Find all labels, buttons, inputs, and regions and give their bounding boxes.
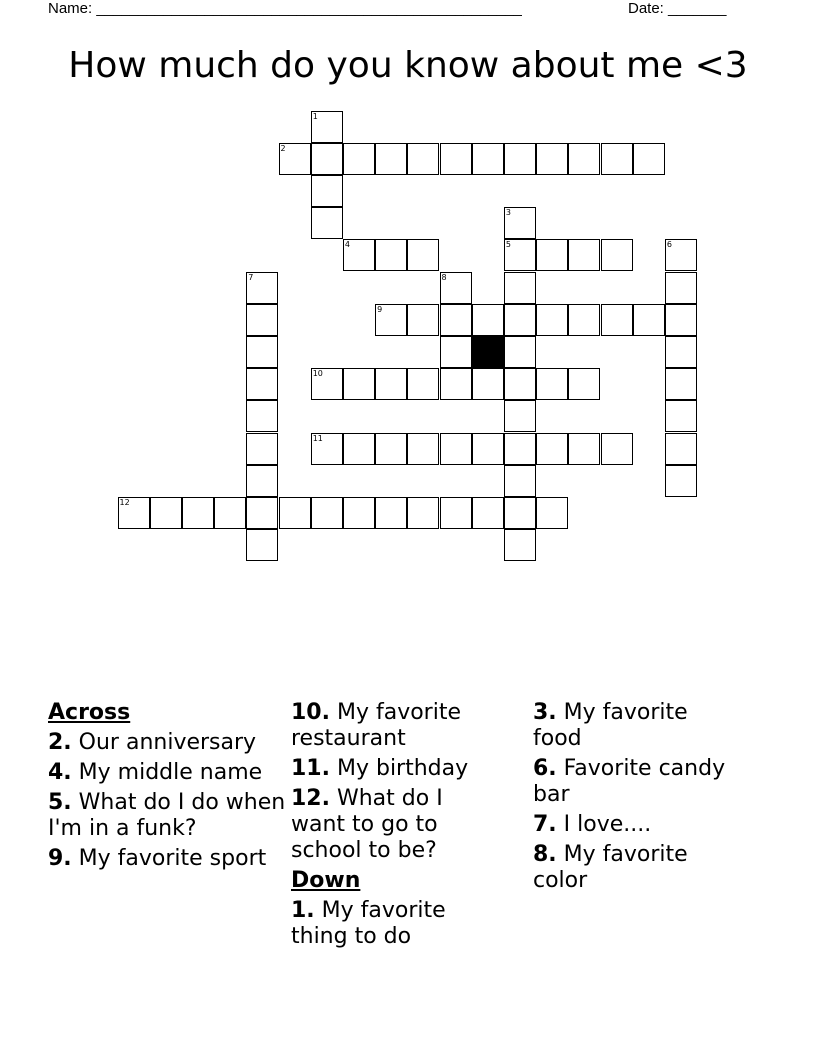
crossword-cell[interactable] bbox=[504, 465, 536, 497]
clue-down-7: 7. I love.... bbox=[533, 812, 652, 837]
crossword-cell[interactable] bbox=[375, 368, 407, 400]
crossword-cell[interactable] bbox=[375, 497, 407, 529]
crossword-cell[interactable] bbox=[504, 497, 536, 529]
crossword-cell[interactable] bbox=[504, 143, 536, 175]
crossword-cell[interactable] bbox=[118, 497, 150, 529]
crossword-cell[interactable] bbox=[440, 368, 472, 400]
name-field-label[interactable]: Name: ___________________________________________________ bbox=[48, 0, 522, 17]
crossword-cell[interactable] bbox=[407, 497, 439, 529]
page-title: How much do you know about me <3 bbox=[68, 45, 748, 86]
crossword-cell[interactable] bbox=[536, 433, 568, 465]
clue-number-10: 10 bbox=[312, 369, 323, 379]
crossword-cell[interactable] bbox=[601, 304, 633, 336]
clue-number-7: 7 bbox=[248, 272, 254, 282]
crossword-cell[interactable] bbox=[246, 304, 278, 336]
clue-number-4: 4 bbox=[344, 240, 350, 250]
crossword-cell[interactable] bbox=[246, 433, 278, 465]
clue-across-2: 2. Our anniversary bbox=[48, 730, 257, 755]
crossword-cell[interactable] bbox=[246, 497, 278, 529]
crossword-cell[interactable] bbox=[311, 433, 343, 465]
clue-across-5: 5. What do I do when I'm in a funk? bbox=[48, 790, 286, 841]
crossword-cell[interactable] bbox=[504, 400, 536, 432]
crossword-cell[interactable] bbox=[472, 368, 504, 400]
crossword-cell[interactable] bbox=[665, 336, 697, 368]
crossword-cell[interactable] bbox=[440, 336, 472, 368]
crossword-cell[interactable] bbox=[633, 304, 665, 336]
crossword-cell[interactable] bbox=[246, 336, 278, 368]
crossword-cell[interactable] bbox=[536, 143, 568, 175]
clue-down-1: 1. My favorite thing to do bbox=[291, 898, 446, 949]
crossword-cell[interactable] bbox=[440, 304, 472, 336]
crossword-cell[interactable] bbox=[568, 304, 600, 336]
crossword-cell[interactable] bbox=[279, 497, 311, 529]
crossword-cell[interactable] bbox=[407, 304, 439, 336]
crossword-cell[interactable] bbox=[504, 368, 536, 400]
crossword-cell[interactable] bbox=[504, 336, 536, 368]
crossword-cell[interactable] bbox=[472, 304, 504, 336]
crossword-cell[interactable] bbox=[472, 143, 504, 175]
clue-number-5: 5 bbox=[505, 240, 511, 250]
crossword-cell[interactable] bbox=[665, 304, 697, 336]
clue-number-12: 12 bbox=[119, 497, 130, 507]
crossword-cell[interactable] bbox=[665, 239, 697, 271]
clue-across-10: 10. My favorite restaurant bbox=[291, 700, 462, 751]
clue-column-2 bbox=[291, 700, 491, 954]
crossword-cell[interactable] bbox=[536, 368, 568, 400]
clue-number-8: 8 bbox=[441, 272, 447, 282]
crossword-cell[interactable] bbox=[633, 143, 665, 175]
across-heading: Across bbox=[48, 700, 131, 725]
crossword-cell[interactable] bbox=[311, 207, 343, 239]
crossword-cell[interactable] bbox=[568, 368, 600, 400]
clue-across-9: 9. My favorite sport bbox=[48, 846, 267, 871]
crossword-cell[interactable] bbox=[343, 143, 375, 175]
clue-number-2: 2 bbox=[280, 143, 286, 153]
down-heading: Down bbox=[291, 868, 361, 893]
crossword-cell[interactable] bbox=[440, 497, 472, 529]
crossword-cell[interactable] bbox=[665, 368, 697, 400]
crossword-cell[interactable] bbox=[343, 239, 375, 271]
clue-number-3: 3 bbox=[505, 208, 511, 218]
crossword-cell[interactable] bbox=[440, 143, 472, 175]
crossword-cell[interactable] bbox=[375, 433, 407, 465]
crossword-cell[interactable] bbox=[311, 175, 343, 207]
crossword-cell[interactable] bbox=[504, 239, 536, 271]
crossword-cell[interactable] bbox=[279, 143, 311, 175]
crossword-cell[interactable] bbox=[504, 433, 536, 465]
crossword-cell[interactable] bbox=[311, 143, 343, 175]
crossword-cell[interactable] bbox=[504, 304, 536, 336]
crossword-cell[interactable] bbox=[568, 433, 600, 465]
clue-number-6: 6 bbox=[666, 240, 672, 250]
crossword-cell[interactable] bbox=[343, 497, 375, 529]
crossword-cell[interactable] bbox=[375, 304, 407, 336]
clue-number-1: 1 bbox=[312, 111, 318, 121]
crossword-cell[interactable] bbox=[407, 239, 439, 271]
crossword-cell[interactable] bbox=[311, 368, 343, 400]
crossword-cell[interactable] bbox=[536, 497, 568, 529]
crossword-cell[interactable] bbox=[504, 207, 536, 239]
crossword-cell[interactable] bbox=[246, 272, 278, 304]
crossword-cell[interactable] bbox=[375, 143, 407, 175]
crossword-cell[interactable] bbox=[504, 272, 536, 304]
crossword-cell[interactable] bbox=[407, 368, 439, 400]
clue-number-11: 11 bbox=[312, 433, 323, 443]
clue-down-3: 3. My favorite food bbox=[533, 700, 688, 751]
crossword-cell[interactable] bbox=[601, 143, 633, 175]
crossword-cell[interactable] bbox=[568, 143, 600, 175]
crossword-cell[interactable] bbox=[568, 239, 600, 271]
crossword-cell[interactable] bbox=[504, 529, 536, 561]
crossword-cell[interactable] bbox=[343, 433, 375, 465]
crossword-cell[interactable] bbox=[601, 433, 633, 465]
crossword-cell[interactable] bbox=[214, 497, 246, 529]
crossword-cell[interactable] bbox=[665, 272, 697, 304]
crossword-cell[interactable] bbox=[407, 143, 439, 175]
clue-number-9: 9 bbox=[377, 304, 383, 314]
crossword-cell[interactable] bbox=[246, 529, 278, 561]
crossword-cell[interactable] bbox=[246, 465, 278, 497]
clue-across-12: 12. What do I want to go to school to be? bbox=[291, 786, 443, 863]
crossword-cell[interactable] bbox=[311, 497, 343, 529]
crossword-cell[interactable] bbox=[472, 497, 504, 529]
crossword-cell[interactable] bbox=[246, 400, 278, 432]
clue-across-4: 4. My middle name bbox=[48, 760, 263, 785]
crossword-cell[interactable] bbox=[665, 433, 697, 465]
crossword-cell[interactable] bbox=[536, 304, 568, 336]
crossword-cell[interactable] bbox=[343, 368, 375, 400]
crossword-cell[interactable] bbox=[182, 497, 214, 529]
crossword-cell[interactable] bbox=[665, 400, 697, 432]
crossword-cell[interactable] bbox=[665, 465, 697, 497]
crossword-cell[interactable] bbox=[440, 272, 472, 304]
crossword-cell[interactable] bbox=[536, 239, 568, 271]
date-field-label[interactable]: Date: _______ bbox=[628, 0, 727, 17]
crossword-cell[interactable] bbox=[440, 433, 472, 465]
crossword-block-cell bbox=[472, 336, 504, 368]
crossword-cell[interactable] bbox=[150, 497, 182, 529]
clue-down-6: 6. Favorite candy bar bbox=[533, 756, 726, 807]
crossword-cell[interactable] bbox=[601, 239, 633, 271]
clue-down-8: 8. My favorite color bbox=[533, 842, 688, 893]
crossword-cell[interactable] bbox=[375, 239, 407, 271]
crossword-cell[interactable] bbox=[407, 433, 439, 465]
clue-across-11: 11. My birthday bbox=[291, 756, 469, 781]
clue-column-3 bbox=[533, 700, 733, 898]
crossword-cell[interactable] bbox=[246, 368, 278, 400]
clue-column-1 bbox=[48, 700, 288, 876]
crossword-cell[interactable] bbox=[472, 433, 504, 465]
crossword-cell[interactable] bbox=[311, 111, 343, 143]
